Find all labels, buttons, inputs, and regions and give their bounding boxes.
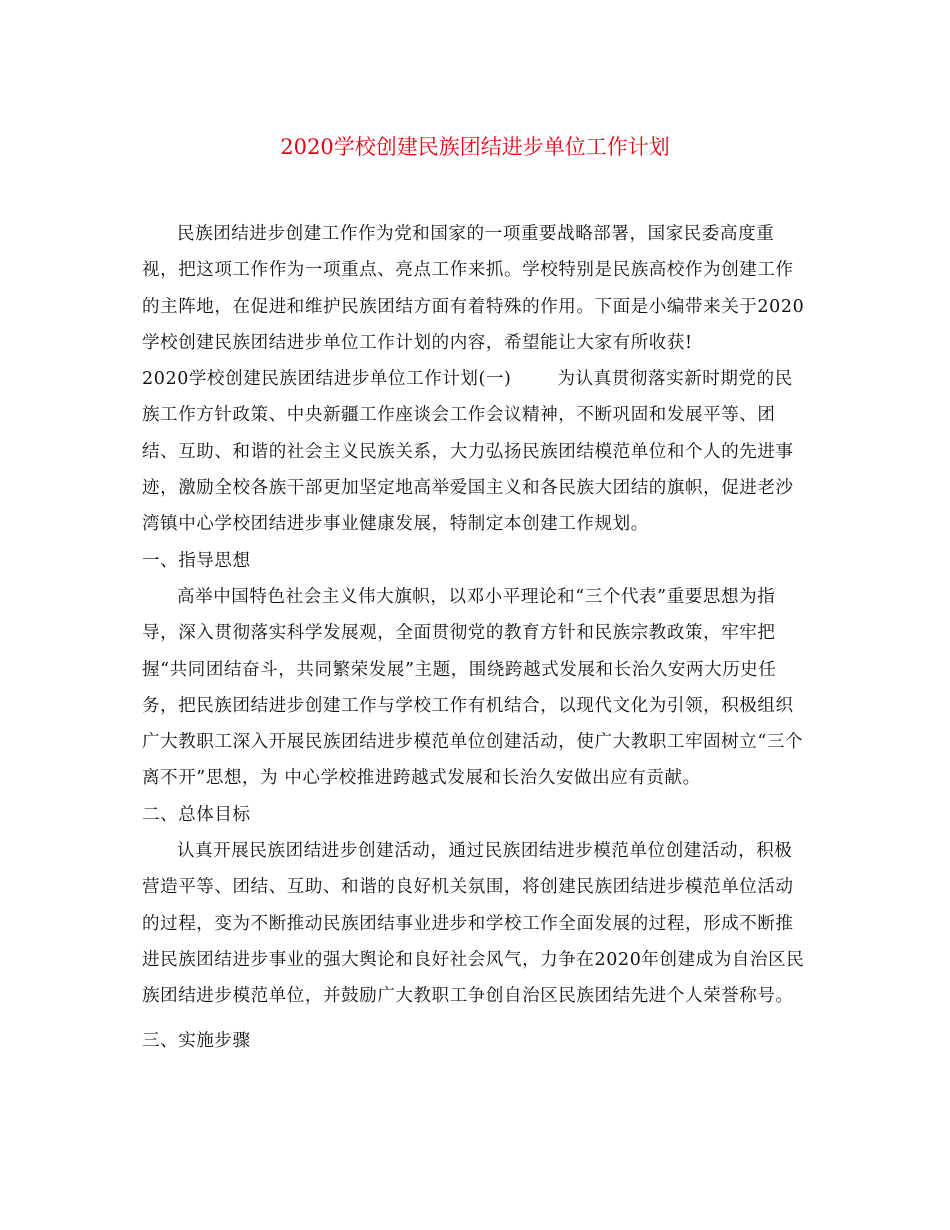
intro-paragraph: 民族团结进步创建工作作为党和国家的一项重要战略部署，国家民委高度重视，把这项工作作为一项重点、亮点工作来抓。学校特别是民族高校作为创建工作的主阵地，在促进和维护民族团结方面有着特殊的作用。下面是小编带来关于2020学校创建民族团结进步单位工作计划的内容，希望能让大家有所收获!	[142, 224, 805, 353]
document-title: 2020学校创建民族团结进步单位工作计划	[280, 135, 670, 159]
section-heading-overall-goal: 二、总体目标	[142, 804, 251, 825]
subtitle-body-text: 为认真贯彻落实新时期党的民族工作方针政策、中央新疆工作座谈会工作会议精神，不断巩固和发展平等、团结、互助、和谐的社会主义民族关系，大力弘扬民族团结模范单位和个人的先进事迹，激励全校各族干部更加坚定地高举爱国主义和各民族大团结的旗帜，促进老沙湾镇中心学校团结进步事业健康发展，特制定本创建工作规划。	[142, 369, 794, 535]
subtitle-paragraph	[142, 361, 808, 542]
section-heading-implementation-steps: 三、实施步骤	[142, 1030, 251, 1051]
plan-subtitle: 2020学校创建民族团结进步单位工作计划(一)	[142, 369, 512, 390]
document-body	[142, 216, 808, 1059]
section-heading-guiding-ideology: 一、指导思想	[142, 550, 251, 571]
section-text-overall-goal: 认真开展民族团结进步创建活动，通过民族团结进步模范单位创建活动，积极营造平等、团结、互助、和谐的良好机关氛围，将创建民族团结进步模范单位活动的过程，变为不断推动民族团结事业进步和学校工作全面发展的过程，形成不断推进民族团结进步事业的强大舆论和良好社会风气，力争在2020年创建成为自治区民族团结进步模范单位，并鼓励广大教职工争创自治区民族团结先进个人荣誉称号。	[142, 841, 805, 1007]
section-text-guiding-ideology: 高举中国特色社会主义伟大旗帜，以邓小平理论和“三个代表”重要思想为指导，深入贯彻落实科学发展观，全面贯彻党的教育方针和民族宗教政策，牢牢把握“共同团结奋斗，共同繁荣发展”主题，围绕跨越式发展和长治久安两大历史任务，把民族团结进步创建工作与学校工作有机结合，以现代文化为引领，积极组织广大教职工深入开展民族团结进步模范单位创建活动，使广大教职工牢固树立“三个离不开”思想，为 中心学校推进跨越式发展和长治久安做出应有贡献。	[142, 586, 804, 789]
